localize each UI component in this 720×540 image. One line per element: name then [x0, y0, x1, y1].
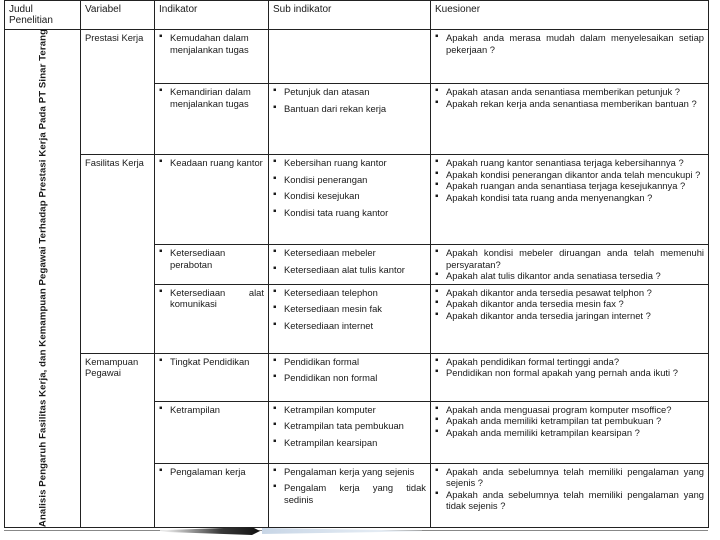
- sub-indikator-cell: [269, 353, 431, 401]
- sub-indikator-item: ▪ Ketrampilan tata pembukuan: [273, 420, 426, 432]
- kuesioner-item: ▪ Apakah anda memiliki ketrampilan tat pembukuan ?: [435, 415, 704, 427]
- variabel-cell: Prestasi Kerja: [81, 30, 155, 155]
- variabel-cell: Kemampuan Pegawai: [81, 353, 155, 527]
- indikator-item: ▪ Keadaan ruang kantor: [159, 157, 264, 169]
- kuesioner-item: ▪ Apakah dikantor anda tersedia pesawat telphon ?: [435, 287, 704, 299]
- kuesioner-item: ▪ Apakah atasan anda senantiasa memberikan petunjuk ?: [435, 86, 704, 98]
- kuesioner-item: ▪ Apakah ruangan anda senantiasa terjaga kesejukannya ?: [435, 180, 704, 192]
- sub-indikator-item: ▪ Petunjuk dan atasan: [273, 86, 426, 98]
- kuesioner-cell: [431, 155, 709, 245]
- kuesioner-cell: [431, 30, 709, 84]
- sub-indikator-item: ▪ Ketersediaan alat tulis kantor: [273, 264, 426, 276]
- sub-indikator-item: ▪ Ketersediaan internet: [273, 320, 426, 332]
- table-row: [5, 155, 709, 245]
- sub-indikator-item: ▪ Pendidikan non formal: [273, 372, 426, 384]
- kuesioner-item: ▪ Apakah rekan kerja anda senantiasa memberikan bantuan ?: [435, 98, 704, 110]
- research-table: [4, 0, 709, 528]
- sub-indikator-item: ▪ Kondisi penerangan: [273, 174, 426, 186]
- kuesioner-item: ▪ Apakah anda sebelumnya telah memiliki pengalaman yang tidak sejenis ?: [435, 489, 704, 512]
- kuesioner-item: ▪ Apakah dikantor anda tersedia mesin fax ?: [435, 298, 704, 310]
- kuesioner-cell: [431, 84, 709, 155]
- sub-indikator-cell: [269, 30, 431, 84]
- indikator-item: ▪ Pengalaman kerja: [159, 466, 264, 478]
- header-kuesioner: Kuesioner: [431, 1, 709, 30]
- sub-indikator-item: ▪ Pendidikan formal: [273, 356, 426, 368]
- indikator-cell: [155, 30, 269, 84]
- kuesioner-item: ▪ Apakah alat tulis dikantor anda senatiasa tersedia ?: [435, 270, 704, 282]
- footer-decoration: [160, 527, 260, 535]
- indikator-item: ▪ Ketersediaan perabotan: [159, 247, 264, 270]
- indikator-cell: [155, 463, 269, 527]
- research-title: Analisis Pengaruh Fasilitas Kerja, dan Kemampuan Pegawai Terhadap Prestasi Kerja Pada PT Sinar Terang: [36, 29, 48, 528]
- table-row: [5, 353, 709, 401]
- sub-indikator-item: ▪ Ketersediaan mesin fak: [273, 303, 426, 315]
- kuesioner-cell: [431, 353, 709, 401]
- sub-indikator-item: ▪ Kondisi kesejukan: [273, 190, 426, 202]
- kuesioner-item: ▪ Apakah anda sebelumnya telah memiliki pengalaman yang sejenis ?: [435, 466, 704, 489]
- indikator-item: ▪ Tingkat Pendidikan: [159, 356, 264, 368]
- sub-indikator-item: ▪ Ketersediaan telephon: [273, 287, 426, 299]
- judul-cell: [5, 30, 81, 528]
- indikator-item: ▪ Kemandirian dalam menjalankan tugas: [159, 86, 264, 109]
- sub-indikator-cell: [269, 284, 431, 353]
- indikator-cell: [155, 284, 269, 353]
- kuesioner-item: ▪ Apakah kondisi tata ruang anda menyenangkan ?: [435, 192, 704, 204]
- header-row: [5, 1, 709, 30]
- sub-indikator-item: ▪ Bantuan dari rekan kerja: [273, 103, 426, 115]
- kuesioner-item: ▪ Apakah anda merasa mudah dalam menyelesaikan setiap pekerjaan ?: [435, 32, 704, 55]
- kuesioner-item: ▪ Apakah pendidikan formal tertinggi anda?: [435, 356, 704, 368]
- kuesioner-item: ▪ Apakah dikantor anda tersedia jaringan internet ?: [435, 310, 704, 322]
- kuesioner-item: ▪ Apakah kondisi penerangan dikantor anda telah mencukupi ?: [435, 169, 704, 181]
- kuesioner-item: ▪ Apakah kondisi mebeler diruangan anda telah memenuhi persyaratan?: [435, 247, 704, 270]
- indikator-cell: [155, 84, 269, 155]
- indikator-item: ▪ Ketrampilan: [159, 404, 264, 416]
- header-variabel: Variabel: [81, 1, 155, 30]
- indikator-item: ▪ Kemudahan dalam menjalankan tugas: [159, 32, 264, 55]
- sub-indikator-item: ▪ Kondisi tata ruang kantor: [273, 207, 426, 219]
- kuesioner-item: ▪ Pendidikan non formal apakah yang pernah anda ikuti ?: [435, 367, 704, 379]
- header-sub-indikator: Sub indikator: [269, 1, 431, 30]
- header-indikator: Indikator: [155, 1, 269, 30]
- sub-indikator-item: ▪ Ketersediaan mebeler: [273, 247, 426, 259]
- sub-indikator-cell: [269, 155, 431, 245]
- kuesioner-cell: [431, 463, 709, 527]
- indikator-cell: [155, 245, 269, 285]
- header-judul: Judul Penelitian: [5, 1, 81, 30]
- indikator-cell: [155, 401, 269, 463]
- kuesioner-cell: [431, 284, 709, 353]
- sub-indikator-item: ▪ Ketrampilan komputer: [273, 404, 426, 416]
- sub-indikator-cell: [269, 245, 431, 285]
- kuesioner-item: ▪ Apakah anda menguasai program komputer msoffice?: [435, 404, 704, 416]
- kuesioner-cell: [431, 245, 709, 285]
- sub-indikator-item: ▪ Ketrampilan kearsipan: [273, 437, 426, 449]
- variabel-cell: Fasilitas Kerja: [81, 155, 155, 354]
- sub-indikator-cell: [269, 401, 431, 463]
- kuesioner-item: ▪ Apakah anda memiliki ketrampilan kearsipan ?: [435, 427, 704, 439]
- kuesioner-item: ▪ Apakah ruang kantor senantiasa terjaga kebersihannya ?: [435, 157, 704, 169]
- sub-indikator-cell: [269, 463, 431, 527]
- indikator-item: ▪ Ketersediaan alat komunikasi: [159, 287, 264, 310]
- sub-indikator-item: ▪ Pengalam kerja yang tidak sedinis: [273, 482, 426, 505]
- indikator-cell: [155, 155, 269, 245]
- kuesioner-cell: [431, 401, 709, 463]
- sub-indikator-cell: [269, 84, 431, 155]
- indikator-cell: [155, 353, 269, 401]
- sub-indikator-item: ▪ Kebersihan ruang kantor: [273, 157, 426, 169]
- sub-indikator-item: ▪ Pengalaman kerja yang sejenis: [273, 466, 426, 478]
- footer-decoration-fade: [262, 528, 422, 534]
- table-row: [5, 30, 709, 84]
